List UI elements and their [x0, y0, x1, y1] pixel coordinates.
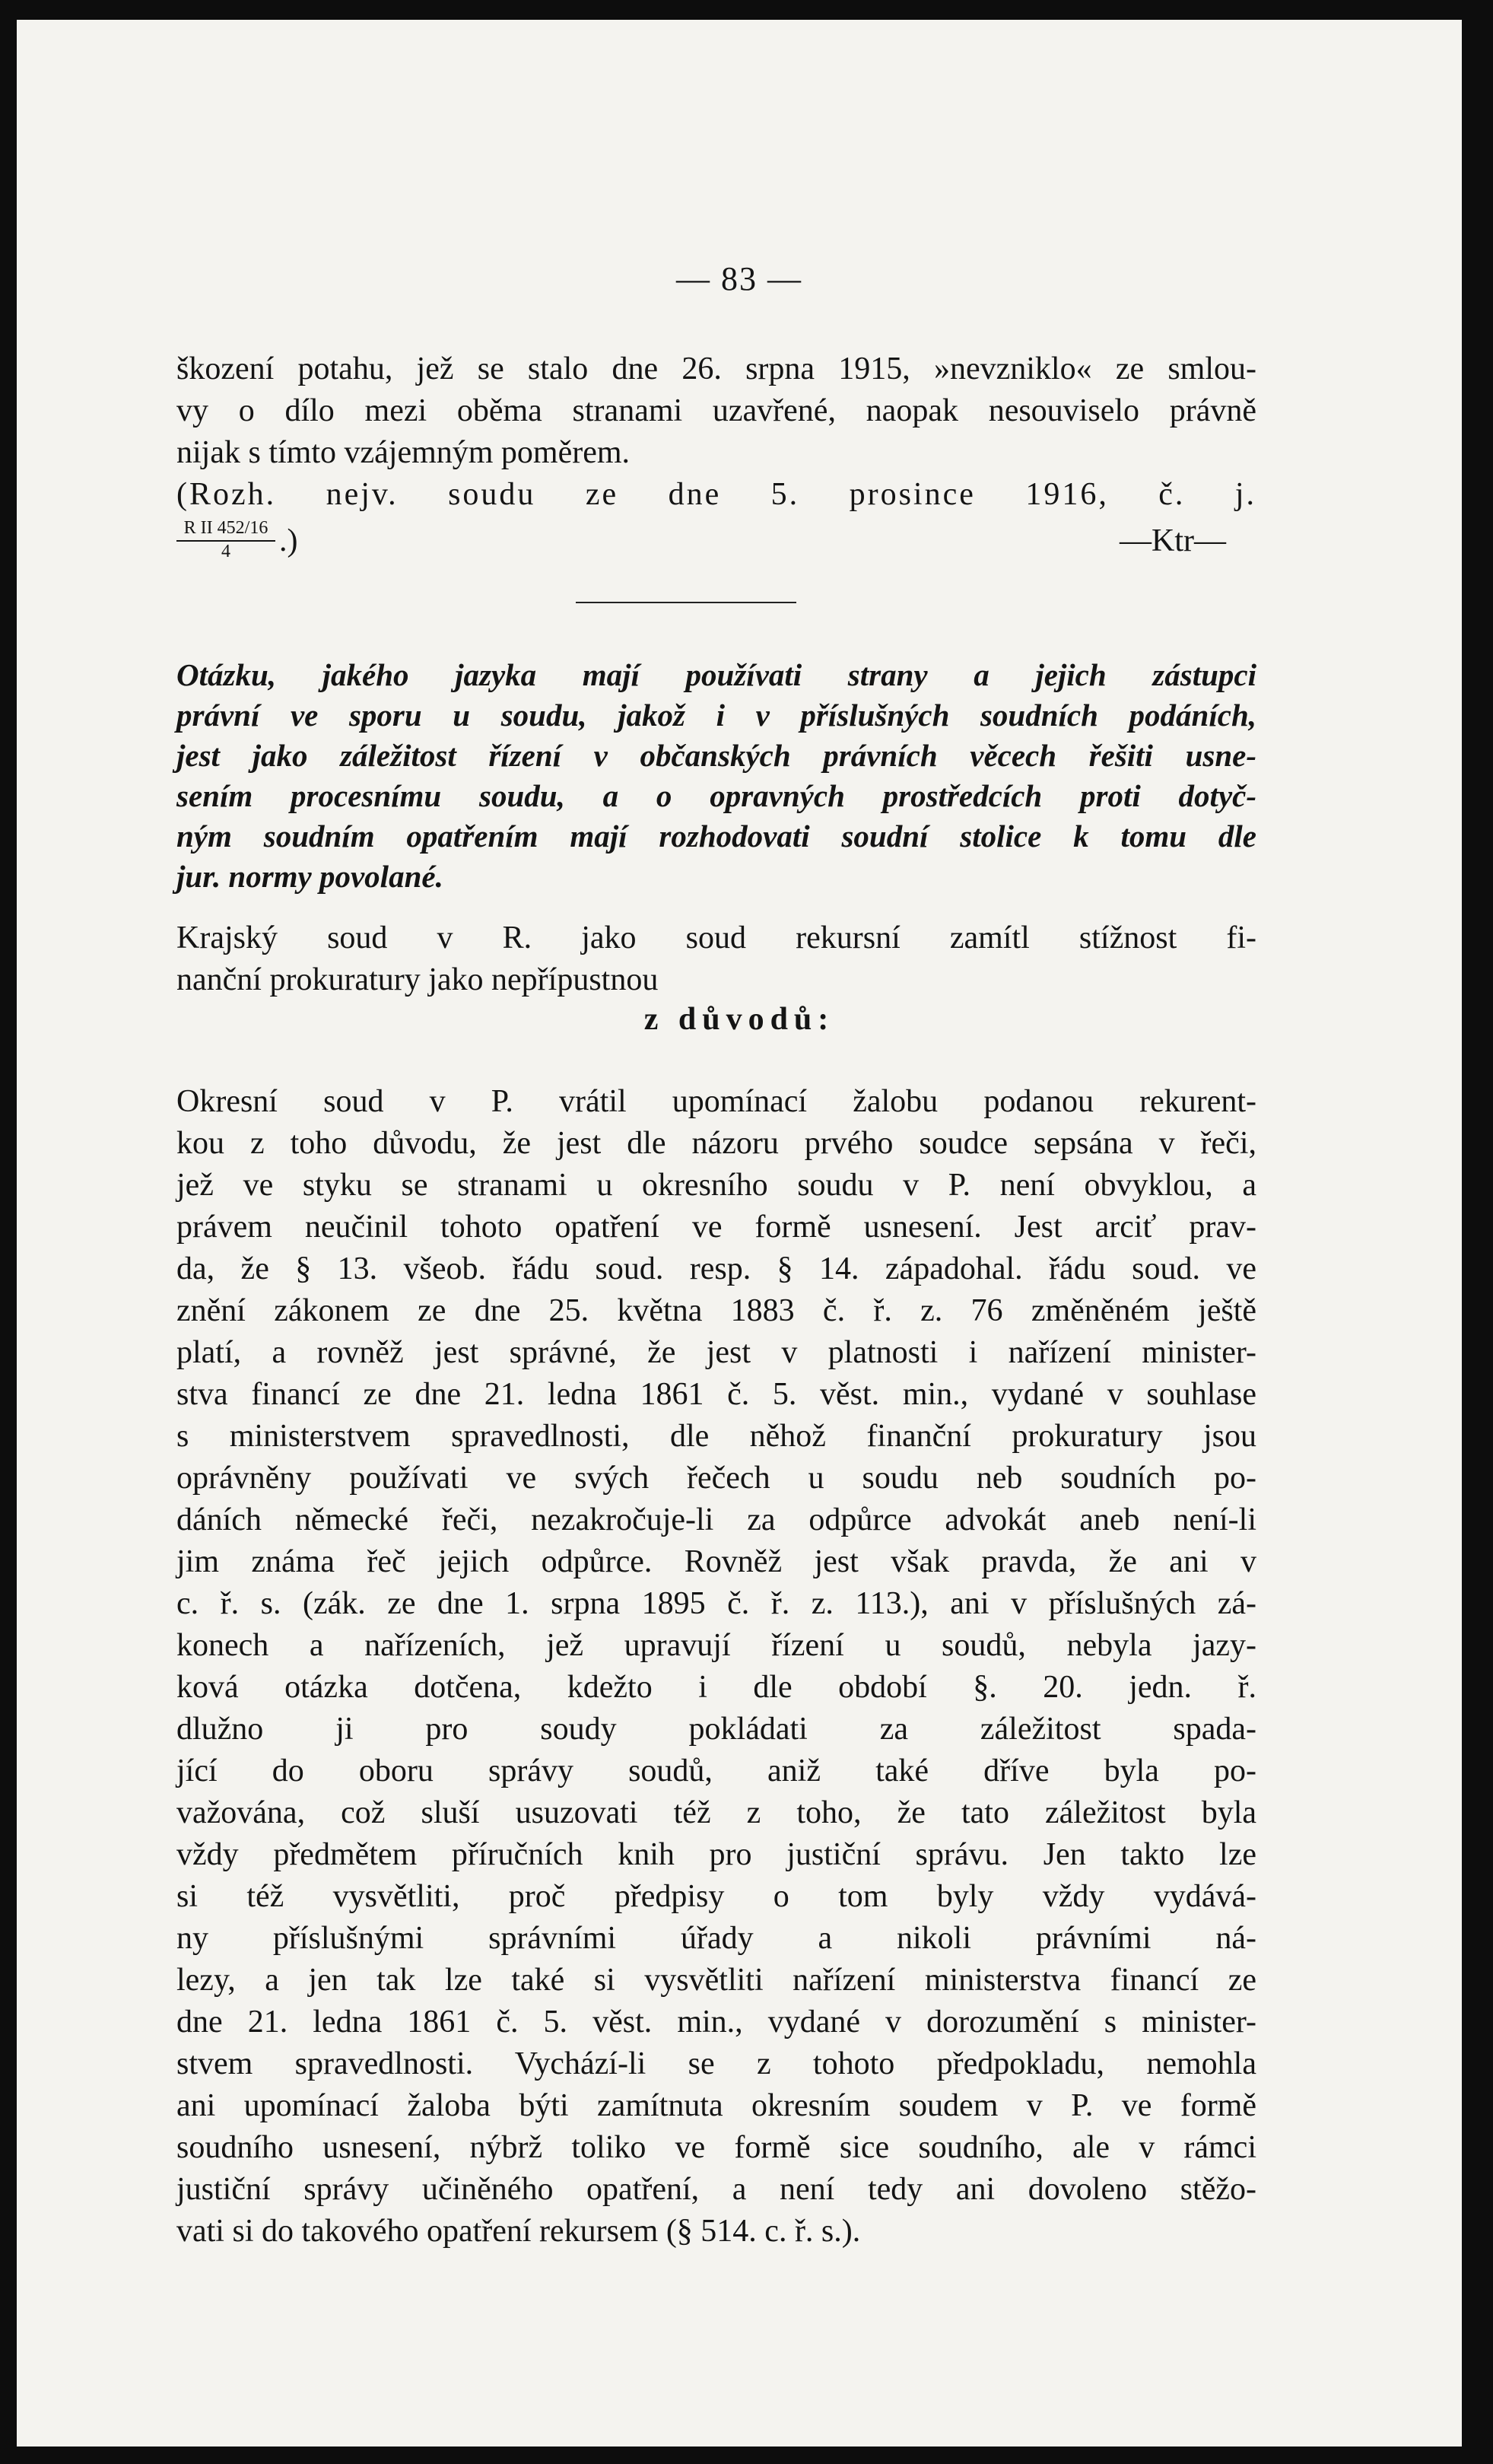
text-line: s ministerstvem spravedlnosti, dle něhož finanční prokuratury jsou: [176, 1419, 1256, 1454]
text-line: stva financí ze dne 21. ledna 1861 č. 5. věst. min., vydané v souhlase: [176, 1377, 1256, 1412]
case-reference-line: [176, 518, 1256, 564]
paragraph-decision-end: [176, 348, 1256, 516]
summary-line: jur. normy povolané.: [176, 859, 443, 894]
reference-close: .): [279, 523, 298, 558]
author-signature: —Ktr—: [1120, 523, 1226, 558]
case-number-denominator: 4: [221, 542, 230, 561]
document-page: [17, 20, 1462, 2447]
text-line: ková otázka dotčena, kdežto i dle období §. 20. jedn. ř.: [176, 1670, 1256, 1705]
text-line: lezy, a jen tak lze také si vysvětliti nařízení ministerstva financí ze: [176, 1963, 1256, 1998]
text-line: právem neučinil tohoto opatření ve formě usnesení. Jest arciť prav-: [176, 1210, 1256, 1245]
summary-line: Otázku, jakého jazyka mají používati strany a jejich zástupci: [176, 657, 1256, 692]
text-line: dáních německé řeči, nezakročuje-li za odpůrce advokát aneb není-li: [176, 1502, 1256, 1537]
text-line: Krajský soud v R. jako soud rekursní zamítl stížnost fi-: [176, 920, 1256, 955]
text-line: znění zákonem ze dne 25. května 1883 č. ř. z. 76 změněném ještě: [176, 1293, 1256, 1328]
text-line: si též vysvětliti, proč předpisy o tom byly vždy vydává-: [176, 1879, 1256, 1914]
summary-line: ným soudním opatřením mají rozhodovati soudní stolice k tomu dle: [176, 819, 1256, 854]
text-line: soudního usnesení, nýbrž toliko ve formě sice soudního, ale v rámci: [176, 2130, 1256, 2165]
page-number: — 83 —: [676, 260, 802, 297]
text-line: vy o dílo mezi oběma stranami uzavřené, naopak nesouviselo právně: [176, 393, 1256, 428]
text-line: ny příslušnými správními úřady a nikoli právními ná-: [176, 1921, 1256, 1956]
text-line: stvem spravedlnosti. Vychází-li se z tohoto předpokladu, nemohla: [176, 2046, 1256, 2081]
summary-line: sením procesnímu soudu, a o opravných prostředcích proti dotyč-: [176, 778, 1256, 813]
text-line: oprávněny používati ve svých řečech u soudu neb soudních po-: [176, 1461, 1256, 1496]
text-line: vždy předmětem příručních knih pro justiční správu. Jen takto lze: [176, 1837, 1256, 1872]
text-line: dne 21. ledna 1861 č. 5. věst. min., vydané v dorozumění s minister-: [176, 2005, 1256, 2040]
text-line: justiční správy učiněného opatření, a není tedy ani dovoleno stěžo-: [176, 2172, 1256, 2207]
reasons-heading: z důvodů:: [643, 1002, 835, 1037]
text-line: ani upomínací žaloba býti zamítnuta okresním soudem v P. ve formě: [176, 2088, 1256, 2123]
court-decision: [176, 917, 1256, 1001]
text-line: da, že § 13. všeob. řádu soud. resp. § 14. západohal. řádu soud. ve: [176, 1251, 1256, 1286]
case-number-fraction: [176, 518, 275, 562]
text-line: platí, a rovněž jest správné, že jest v platnosti i nařízení minister-: [176, 1335, 1256, 1370]
text-line: c. ř. s. (zák. ze dne 1. srpna 1895 č. ř. z. 113.), ani v příslušných zá-: [176, 1586, 1256, 1621]
text-line: vati si do takového opatření rekursem (§ 514. c. ř. s.).: [176, 2214, 861, 2249]
section-divider: [576, 602, 796, 603]
text-line: jež ve styku se stranami u okresního soudu v P. není obvyklou, a: [176, 1168, 1256, 1203]
text-line: Okresní soud v P. vrátil upomínací žalobu podanou rekurent-: [176, 1084, 1256, 1119]
text-line: škození potahu, jež se stalo dne 26. srpna 1915, »nevzniklo« ze smlou-: [176, 351, 1256, 386]
text-line: nijak s tímto vzájemným poměrem.: [176, 435, 631, 470]
text-line: kou z toho důvodu, že jest dle názoru prvého soudce sepsána v řeči,: [176, 1126, 1256, 1161]
text-line: važována, což sluší usuzovati též z toho, že tato záležitost byla: [176, 1795, 1256, 1830]
text-line: nanční prokuratury jako nepřípustnou: [176, 962, 659, 997]
summary-line: právní ve sporu u soudu, jakož i v příslušných soudních podáních,: [176, 698, 1256, 733]
text-line: konech a nařízeních, jež upravují řízení u soudů, nebyla jazy-: [176, 1628, 1256, 1663]
text-line: jící do oboru správy soudů, aniž také dříve byla po-: [176, 1753, 1256, 1788]
text-line: dlužno ji pro soudy pokládati za záležitost spada-: [176, 1712, 1256, 1747]
summary-line: jest jako záležitost řízení v občanských právních věcech řešiti usne-: [176, 738, 1256, 773]
text-line: jim známa řeč jejich odpůrce. Rovněž jest však pravda, že ani v: [176, 1544, 1256, 1579]
case-summary: [176, 655, 1256, 897]
text-line: (Rozh. nejv. soudu ze dne 5. prosince 1916, č. j.: [176, 477, 1256, 512]
reasons-body: [176, 1081, 1256, 2253]
case-number-numerator: R II 452/16: [176, 518, 275, 542]
